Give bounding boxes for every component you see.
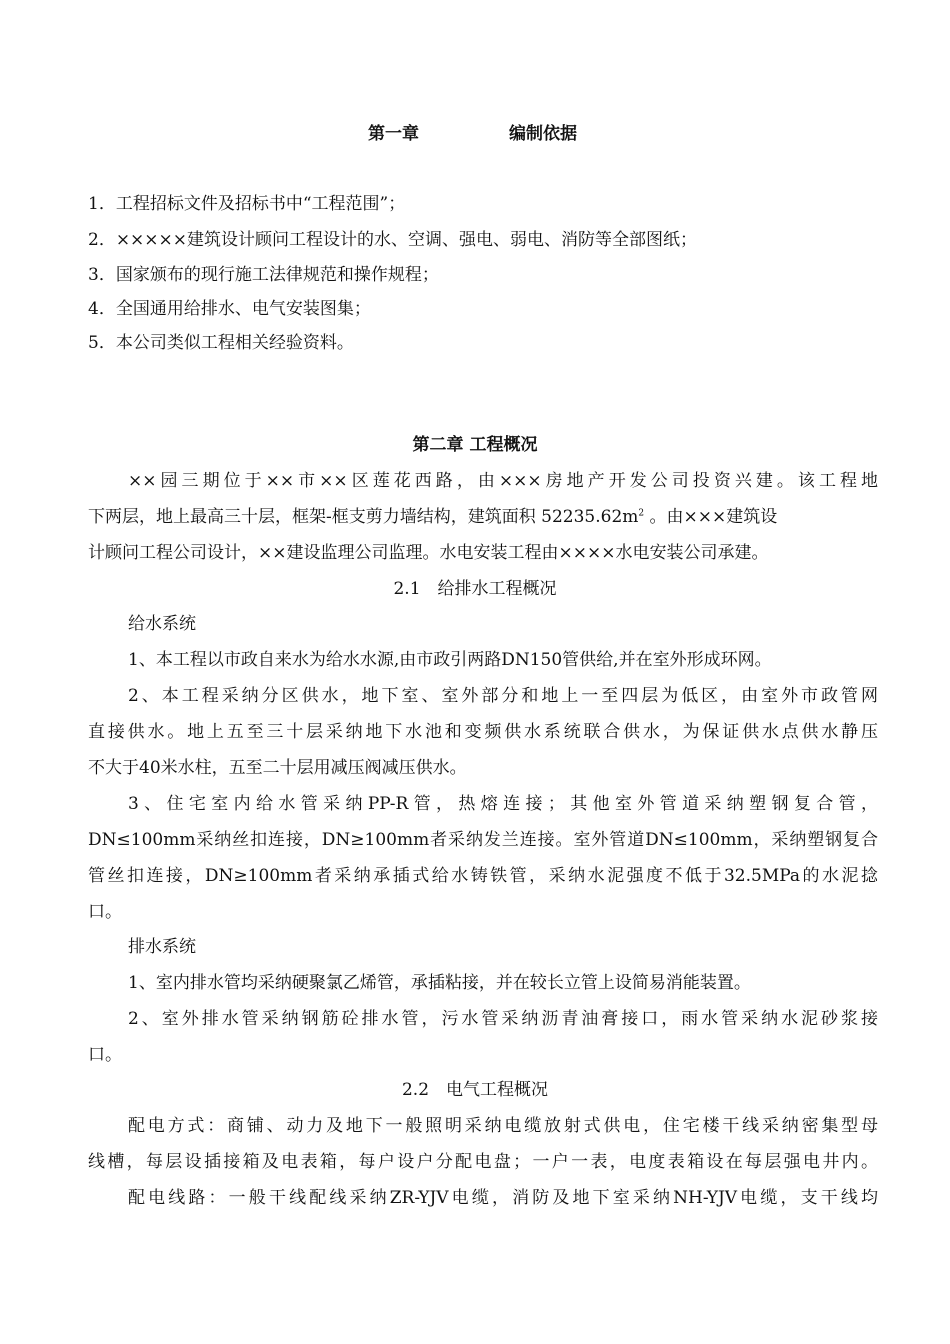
water-supply-line: 直接供水。地上五至三十层采纳地下水池和变频供水系统联合供水，为保证供水点供水静压 [88,722,878,742]
chapter2-title: 第二章 工程概况 [412,435,538,455]
water-supply-line: 不大于40米水柱，五至二十层用减压阀减压供水。 [88,758,467,778]
basis-item: 3．国家颁布的现行施工法律规范和操作规程； [88,265,439,285]
water-supply-line: 1、本工程以市政自来水为给水水源,由市政引两路DN150管供给,并在室外形成环网。 [128,650,772,670]
water-supply-heading: 给水系统 [128,614,196,634]
electrical-line: 线槽，每层设插接箱及电表箱，每户设户分配电盘；一户一表，电度表箱设在每层强电井内。 [88,1152,878,1172]
area-superscript: 2 [638,508,645,519]
intro-line-text: 下两层，地上最高三十层，框架-框支剪力墙结构，建筑面积 52235.62m [88,507,639,527]
water-supply-line: 3、住宅室内给水管采纳PP-R管，热熔连接；其他室外管道采纳塑钢复合管， [128,794,878,814]
drainage-line: 2、室外排水管采纳钢筋砼排水管，污水管采纳沥青油膏接口，雨水管采纳水泥砂浆接 [128,1009,878,1029]
chapter1-number: 第一章 [368,124,419,144]
drainage-heading: 排水系统 [128,937,196,957]
basis-item: 5．本公司类似工程相关经验资料。 [88,333,354,353]
section-2-2-title: 2.2 电气工程概况 [401,1080,549,1100]
intro-line-tail: 。由×××建筑设 [644,507,778,527]
intro-line: 计顾问工程公司设计，××建设监理公司监理。水电安装工程由××××水电安装公司承建。 [88,543,769,563]
water-supply-line: DN≤100mm采纳丝扣连接，DN≥100mm者采纳发兰连接。室外管道DN≤100mm，采纳塑钢复合 [88,830,878,850]
electrical-line: 配电方式：商铺、动力及地下一般照明采纳电缆放射式供电，住宅楼干线采纳密集型母 [128,1116,878,1136]
basis-item: 2．×××××建筑设计顾问工程设计的水、空调、强电、弱电、消防等全部图纸； [88,230,698,250]
basis-item: 1．工程招标文件及招标书中“工程范围”； [88,194,406,214]
electrical-line: 配电线路：一般干线配线采纳ZR-YJV电缆，消防及地下室采纳NH-YJV电缆，支干线均 [128,1188,878,1208]
water-supply-line: 2、本工程采纳分区供水，地下室、室外部分和地上一至四层为低区，由室外市政管网 [128,686,878,706]
drainage-line: 口。 [88,1045,122,1065]
chapter1-title: 编制依据 [509,124,577,144]
water-supply-line: 口。 [88,902,122,922]
water-supply-line: 管丝扣连接，DN≥100mm者采纳承插式给水铸铁管，采纳水泥强度不低于32.5MPa的水泥捻 [88,866,878,886]
basis-item: 4．全国通用给排水、电气安装图集； [88,299,371,319]
drainage-line: 1、室内排水管均采纳硬聚氯乙烯管，承插粘接，并在较长立管上设简易消能装置。 [128,973,751,993]
section-2-1-title: 2.1 给排水工程概况 [393,579,557,599]
intro-line: ××园三期位于××市××区莲花西路，由×××房地产开发公司投资兴建。该工程地 [128,471,878,491]
intro-line [88,505,878,529]
